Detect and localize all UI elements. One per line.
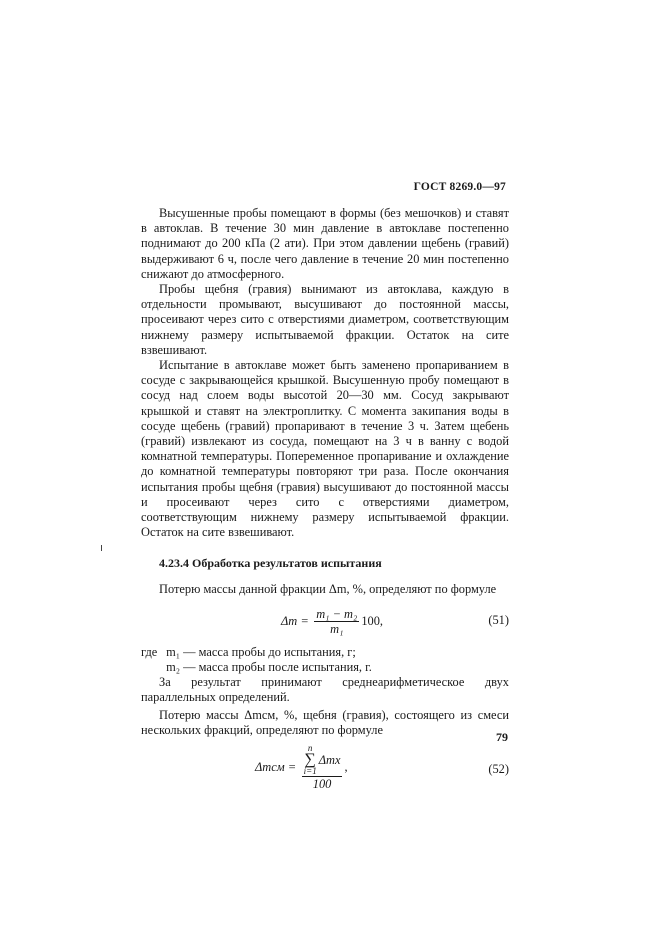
where-item-2: m₂ — масса пробы после испытания, г. <box>166 660 372 675</box>
document-header: ГОСТ 8269.0—97 <box>413 181 506 193</box>
page-body <box>141 206 509 806</box>
section-title: 4.23.4 Обработка результатов испытания <box>159 556 382 571</box>
where-line-2 <box>141 660 509 675</box>
paragraph-autoclave: Высушенные пробы помещают в формы (без мешочков) и ставят в автоклав. В течение 30 мин давление в автоклаве постепенно поднимают до 200 кПа (2 ати). При этом давлении щебень (гравий) выдерживают 6 ч, после чего давление в течение 20 мин постепенно снижают до атмосферного. <box>141 206 509 281</box>
formula-51: Δm = $\frac{\text{m₁ − m₂}}{\text{m₁}}$ 100, (51) <box>281 606 509 636</box>
formula-51-factor: 100, <box>361 613 383 628</box>
formula-52-number: (52) <box>488 762 509 777</box>
where-line-1 <box>141 645 509 660</box>
mix-intro: Потерю массы Δmсм, %, щебня (гравия), состоящего из смеси нескольких фракций, определяют по формуле <box>141 707 509 737</box>
page-number: 79 <box>496 730 508 744</box>
formula-51-fraction <box>314 607 359 636</box>
formula-51-numerator: m₁ − m₂ <box>316 606 358 621</box>
formula-52-lhs: Δmсм <box>255 759 285 774</box>
formula-51-number: (51) <box>488 612 509 627</box>
formula-52-fraction <box>302 744 343 791</box>
formula-52-denominator: 100 <box>312 777 332 792</box>
result-note: За результат принимают среднеарифметическое двух параллельных определений. <box>141 675 509 705</box>
sum-sign: n ∑ i=1 <box>303 743 317 777</box>
loss-intro: Потерю массы данной фракции Δm, %, определяют по формуле <box>159 581 497 596</box>
margin-mark <box>101 545 102 551</box>
where-lead: где <box>141 644 158 659</box>
formula-52-numerator: n ∑ i=1 Δmx <box>303 743 341 777</box>
where-item-1: m₁ — масса пробы до испытания, г; <box>166 644 356 659</box>
formula-51-lhs: Δm <box>281 613 298 628</box>
paragraph-steaming: Испытание в автоклаве может быть заменено пропариванием в сосуде с закрывающейся крышкой. Высушенную пробу помещают в сосуд над слоем воды высотой 20—30 мм. Сосуд закрывают крышкой и ставят на электроплитку. С момента закипания воды в сосуде щебень (гравий) пропаривают в течение 3 ч. Затем щебень (гравий) извлекают из сосуда, помещают на 3 ч в ванну с водой комнатной температуры. Попеременное пропаривание и охлаждение до комнатной температуры повторяют три раза. После окончания испытания пробы щебня (гравия) высушивают до постоянной массы и просеивают через сито с отверстиями диаметром, соответствующим нижнему размеру испытываемой фракции. Остаток на сите взвешивают. <box>141 358 509 540</box>
paragraph-samples: Пробы щебня (гравия) вынимают из автоклава, каждую в отдельности промывают, высушивают до постоянной массы, просеивают через сито с отверстиями диаметром, соответствующим нижнему размеру испытываемой фракции. Остаток на сите взвешивают. <box>141 282 509 357</box>
formula-51-denominator: m₁ <box>330 621 344 636</box>
formula-52: Δmсм = n ∑ i=1 Δmx 100 , (52) <box>255 743 509 792</box>
